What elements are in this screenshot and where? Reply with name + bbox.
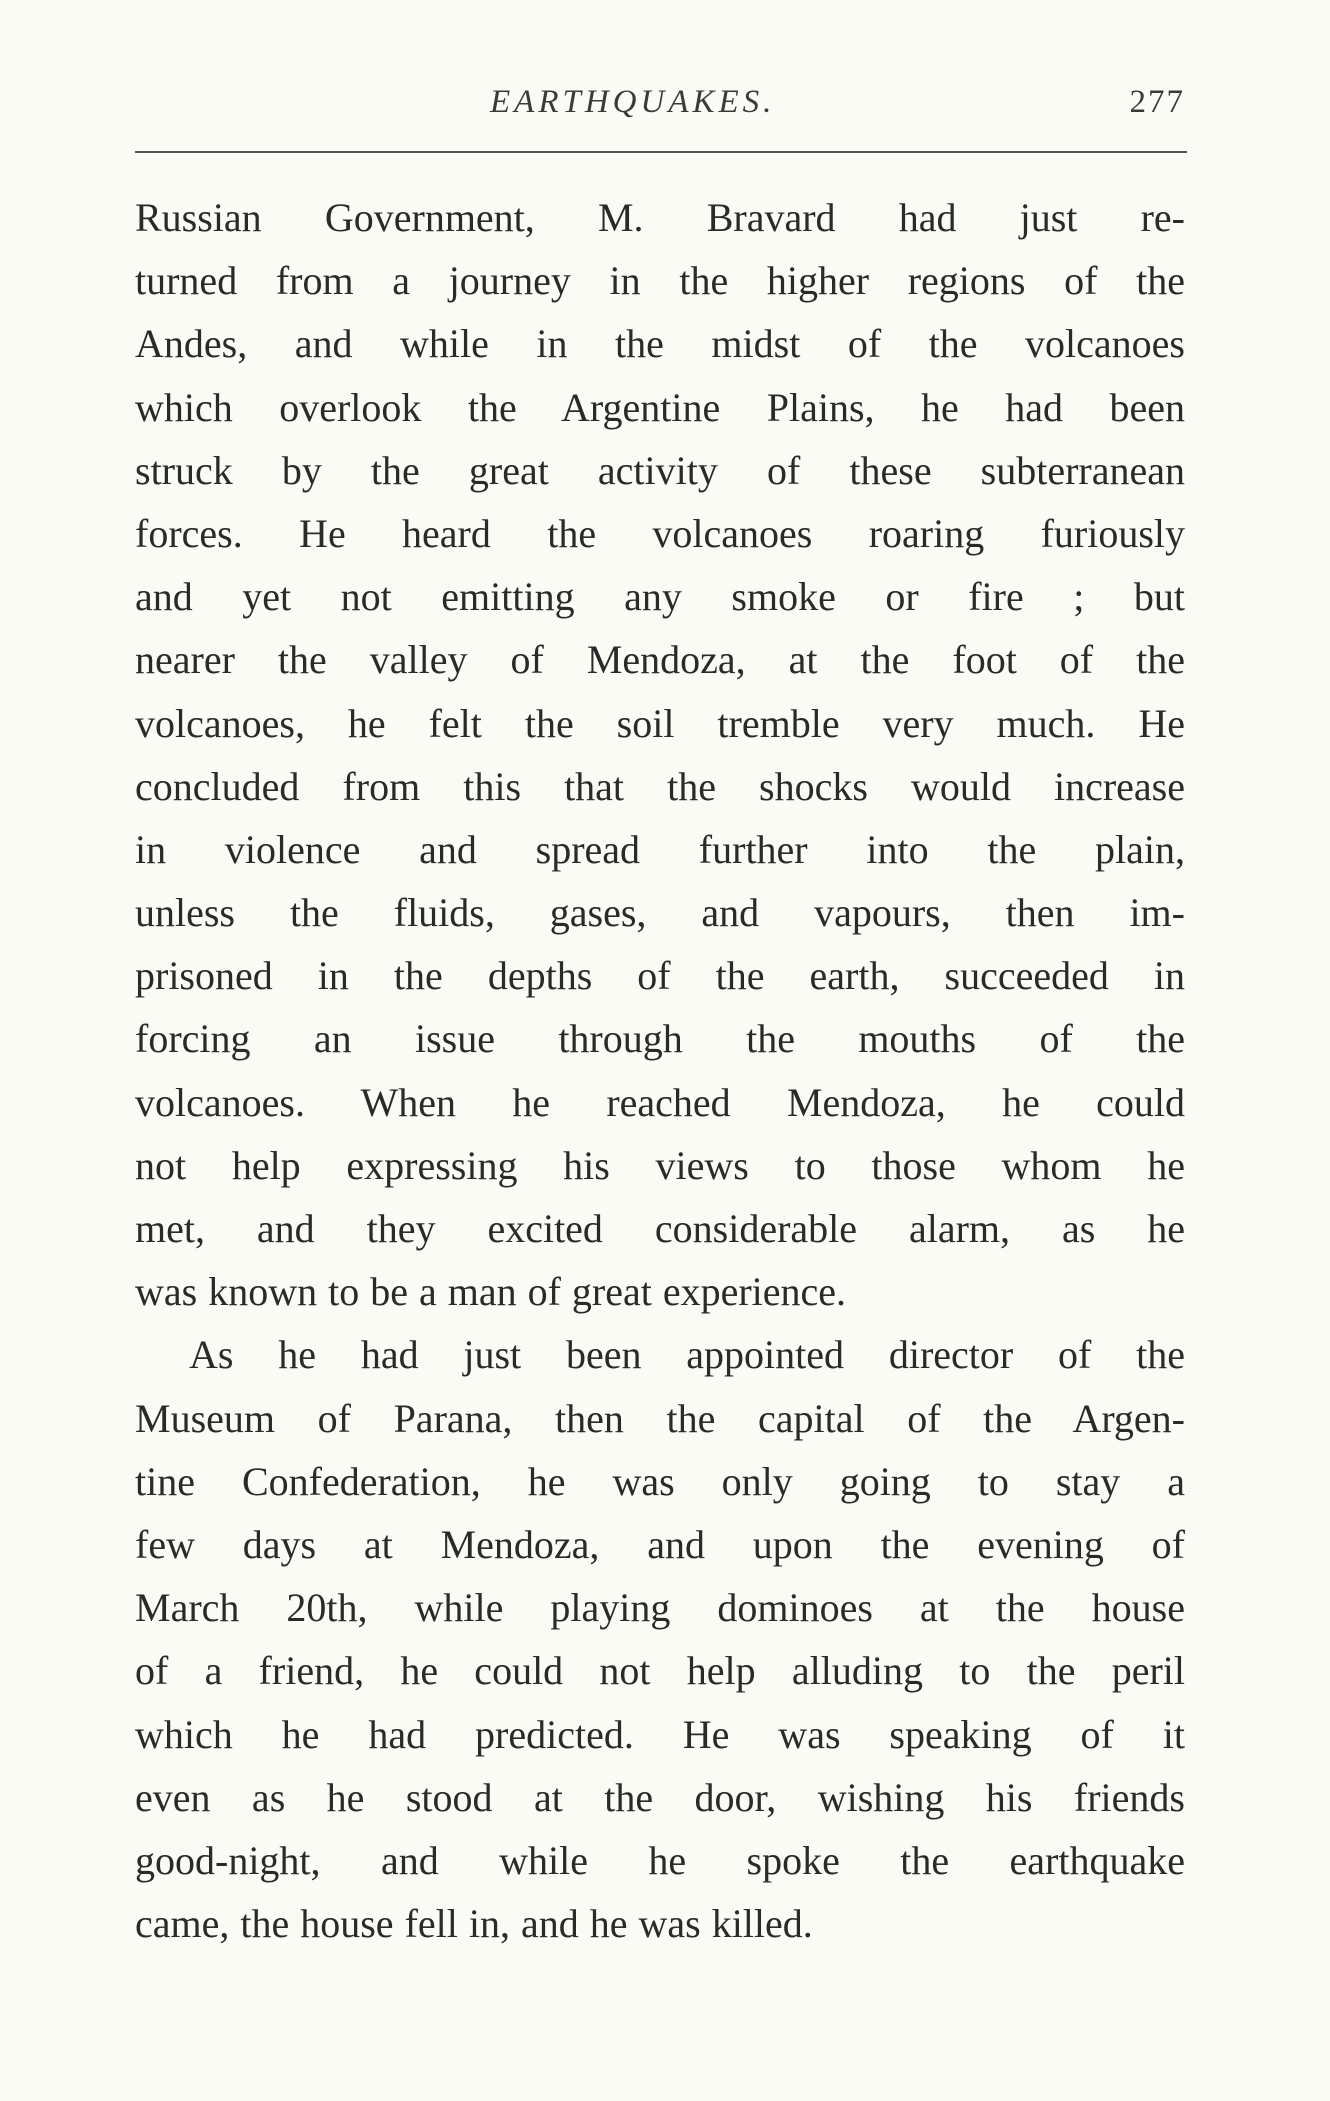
text-line: which overlook the Argentine Plains, he had been [135, 384, 1185, 430]
text-line: tine Confederation, he was only going to stay a [135, 1458, 1185, 1504]
text-line: of a friend, he could not help alluding to the peril [135, 1648, 1185, 1694]
text-line: struck by the great activity of these subterranean [135, 447, 1185, 493]
text-line: few days at Mendoza, and upon the evening of [135, 1521, 1185, 1567]
text-line: As he had just been appointed director of the [189, 1332, 1185, 1378]
text-line: and yet not emitting any smoke or fire ; but [135, 574, 1185, 620]
text-line: concluded from this that the shocks would increase [135, 763, 1185, 809]
text-line: Andes, and while in the midst of the volcanoes [135, 321, 1185, 367]
text-line: was known to be a man of great experience. [135, 1269, 847, 1315]
text-line: nearer the valley of Mendoza, at the foot of the [135, 637, 1185, 683]
text-line: not help expressing his views to those whom he [135, 1142, 1185, 1188]
text-line: volcanoes. When he reached Mendoza, he could [135, 1079, 1185, 1125]
text-line: forcing an issue through the mouths of the [135, 1016, 1185, 1062]
text-line: good-night, and while he spoke the earthquake [135, 1837, 1185, 1883]
paragraph-1 [135, 186, 1185, 1323]
header-rule [135, 151, 1187, 153]
paragraph-2 [135, 1323, 1185, 1955]
text-line: in violence and spread further into the plain, [135, 826, 1185, 872]
text-line: met, and they excited considerable alarm, as he [135, 1206, 1185, 1251]
text-line: March 20th, while playing dominoes at the house [135, 1585, 1185, 1631]
text-line: which he had predicted. He was speaking of it [135, 1711, 1185, 1757]
text-line: Russian Government, M. Bravard had just re- [135, 195, 1185, 240]
page-number: 277 [1129, 84, 1185, 120]
text-line: unless the fluids, gases, and vapours, then im- [135, 890, 1185, 936]
text-line: volcanoes, he felt the soil tremble very much. He [135, 700, 1185, 746]
running-head [135, 84, 1185, 134]
text-line: came, the house fell in, and he was killed. [135, 1901, 813, 1947]
text-line: turned from a journey in the higher regions of the [135, 258, 1185, 304]
text-line: even as he stood at the door, wishing his friends [135, 1774, 1185, 1820]
text-line: prisoned in the depths of the earth, succeeded in [135, 953, 1185, 999]
text-line: forces. He heard the volcanoes roaring furiously [135, 510, 1185, 556]
running-head-title: EARTHQUAKES. [490, 84, 776, 120]
text-line: Museum of Parana, then the capital of the Argen- [135, 1395, 1185, 1441]
body-text [135, 186, 1185, 1955]
